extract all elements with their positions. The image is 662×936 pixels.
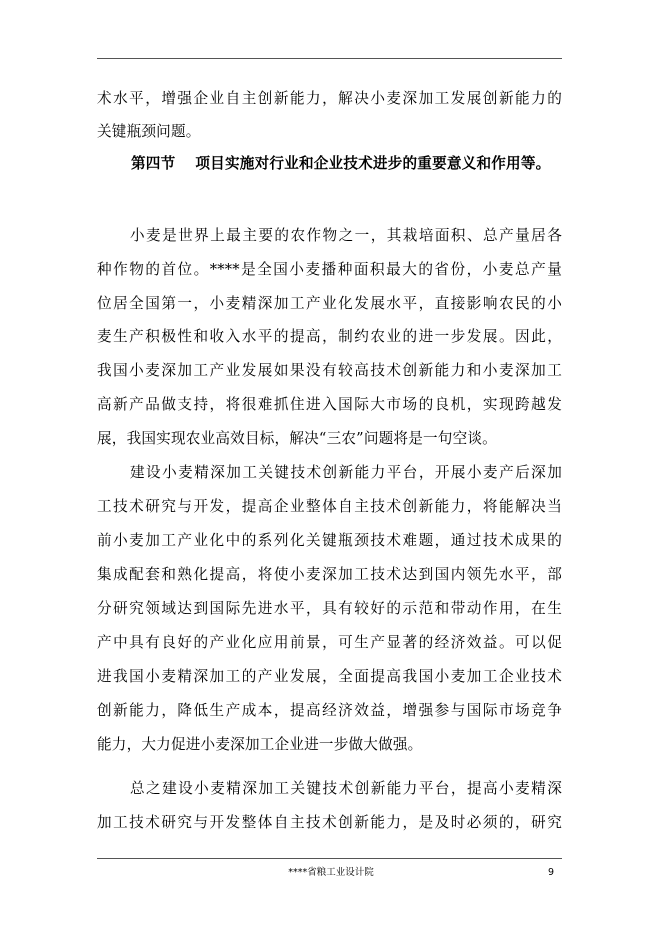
continuation-line-1: 术水平，增强企业自主创新能力，解决小麦深加工发展创新能力的 (97, 90, 562, 107)
paragraph-2-line-8: 创新能力，降低生产成本，提高经济效益，增强参与国际市场竞争 (97, 702, 562, 719)
paragraph-1-line-7: 展，我国实现农业高效目标，解决“三农”问题将是一句空谈。 (97, 430, 497, 447)
paragraph-1-line-5: 我国小麦深加工产业发展如果没有较高技术创新能力和小麦深加工 (97, 362, 562, 379)
paragraph-2-line-4: 集成配套和熟化提高，将使小麦深加工技术达到国内领先水平，部 (97, 566, 562, 583)
page-number: 9 (548, 867, 555, 878)
paragraph-3-line-1: 总之建设小麦精深加工关键技术创新能力平台，提高小麦精深 (130, 780, 562, 797)
paragraph-1-line-2: 种作物的首位。****是全国小麦播种面积最大的省份，小麦总产量 (97, 261, 562, 278)
paragraph-1-line-4: 麦生产积极性和收入水平的提高，制约农业的进一步发展。因此， (97, 328, 562, 345)
paragraph-2-line-7: 进我国小麦精深加工的产业发展，全面提高我国小麦加工企业技术 (97, 668, 562, 685)
section-heading (131, 150, 571, 178)
footer-rule (97, 858, 562, 859)
section-title: 项目实施对行业和企业技术进步的重要意义和作用等。 (195, 155, 551, 172)
paragraph-3-line-2: 加工技术研究与开发整体自主技术创新能力，是及时必须的，研究 (97, 814, 562, 831)
paragraph-2-line-9: 能力，大力促进小麦深加工企业进一步做大做强。 (97, 736, 423, 753)
paragraph-2-line-5: 分研究领域达到国际先进水平，具有较好的示范和带动作用，在生 (97, 600, 562, 617)
paragraph-2-line-2: 工技术研究与开发，提高企业整体自主技术创新能力，将能解决当 (97, 498, 562, 515)
paragraph-1-line-1: 小麦是世界上最主要的农作物之一，其栽培面积、总产量居各 (130, 227, 562, 244)
paragraph-2-line-1: 建设小麦精深加工关键技术创新能力平台，开展小麦产后深加 (130, 464, 562, 481)
continuation-line-2: 关键瓶颈问题。 (97, 123, 201, 140)
paragraph-1-line-6: 高新产品做支持，将很难抓住进入国际大市场的良机，实现跨越发 (97, 396, 562, 413)
paragraph-2-line-3: 前小麦加工产业化中的系列化关键瓶颈技术难题，通过技术成果的 (97, 532, 562, 549)
footer-organization: ****省粮工业设计院 (288, 867, 374, 878)
section-number: 第四节 (131, 155, 176, 172)
paragraph-1-line-3: 位居全国第一，小麦精深加工产业化发展水平，直接影响农民的小 (97, 295, 562, 312)
paragraph-2-line-6: 产中具有良好的产业化应用前景，可生产显著的经济效益。可以促 (97, 634, 562, 651)
header-rule (97, 58, 562, 59)
